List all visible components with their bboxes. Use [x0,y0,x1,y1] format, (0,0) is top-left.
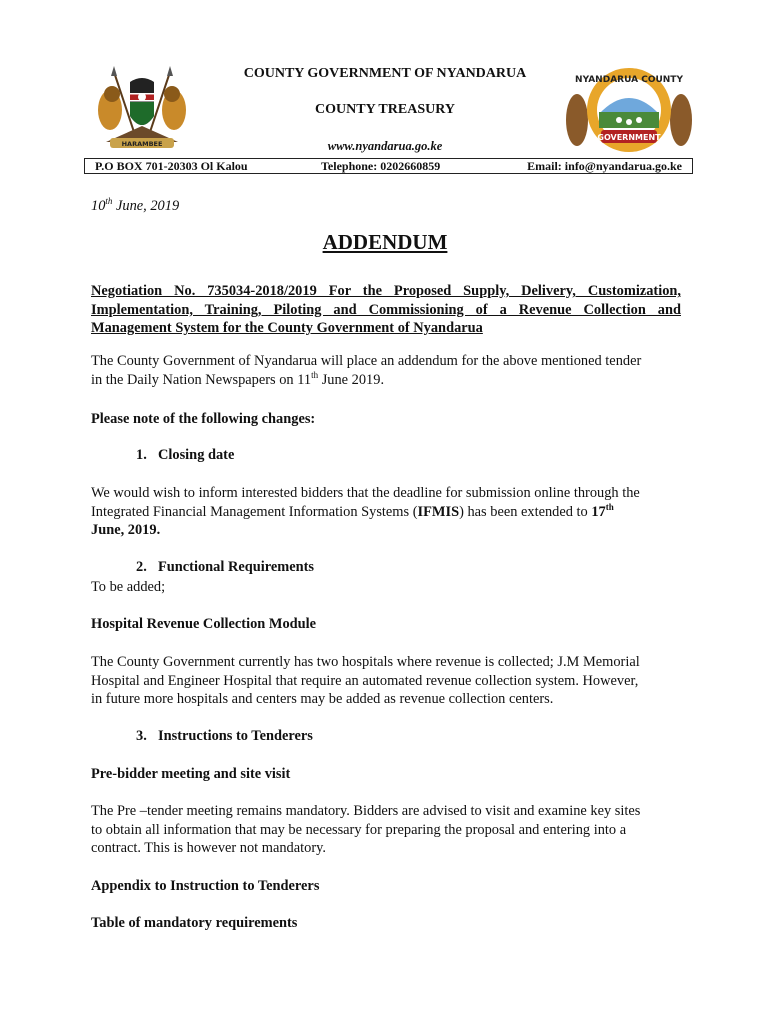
header-website-link[interactable]: www.nyandarua.go.ke [327,139,443,153]
po-box: P.O BOX 701-20303 Ol Kalou [95,158,248,173]
table-heading: Table of mandatory requirements [91,915,298,931]
intro-paragraph: The County Government of Nyandarua will place an addendum for the above mentioned tender in the Daily Nation Newspapers on 11th June 2019. [91,353,642,388]
document-title: ADDENDUM [322,230,448,254]
emblem-motto: HARAMBEE [121,140,163,148]
negotiation-heading: Negotiation No. 735034-2018/2019 For the Proposed Supply, Delivery, Customization, Implementation, Training, Piloting and Commissioning of a Revenue Collection and Management System for the County Government of Nyandarua [91,283,681,337]
telephone: Telephone: 0202660859 [321,158,441,173]
letter-date: 10th June, 2019 [91,196,180,214]
appendix-heading: Appendix to Instruction to Tenderers [91,878,320,894]
seal-county-text: NYANDARUA COUNTY [575,75,683,85]
changes-heading: Please note of the following changes: [91,411,316,427]
header-subtitle: COUNTY TREASURY [315,102,455,117]
item-functional-requirements: 2. Functional Requirements [136,559,315,575]
hospital-heading: Hospital Revenue Collection Module [91,616,317,632]
prebid-paragraph: The Pre –tender meeting remains mandatory. Bidders are advised to visit and examine key sites to obtain all information that may be necessary for preparing the proposal and entering into a contract. This is however not mandatory. [91,803,641,857]
hospital-paragraph: The County Government currently has two hospitals where revenue is collected; J.M Memorial Hospital and Engineer Hospital that require an automated revenue collection system. However, in future more hospitals and centers may be added as revenue collection centers. [91,654,640,708]
seal-government-text: GOVERNMENT [597,133,661,142]
email[interactable]: Email: info@nyandarua.go.ke [527,158,682,173]
header-title: COUNTY GOVERNMENT OF NYANDARUA [243,66,527,81]
contact-bar [84,158,693,174]
item-closing-date: 1. Closing date [136,447,235,463]
to-be-added: To be added; [91,579,166,595]
closing-paragraph: We would wish to inform interested bidders that the deadline for submission online through the Integrated Financial Management Information Systems (IFMIS) has been extended to 17th June, 2019. [91,485,640,539]
item-instructions-to-tenderers: 3. Instructions to Tenderers [136,728,313,744]
prebid-heading: Pre-bidder meeting and site visit [91,766,291,782]
